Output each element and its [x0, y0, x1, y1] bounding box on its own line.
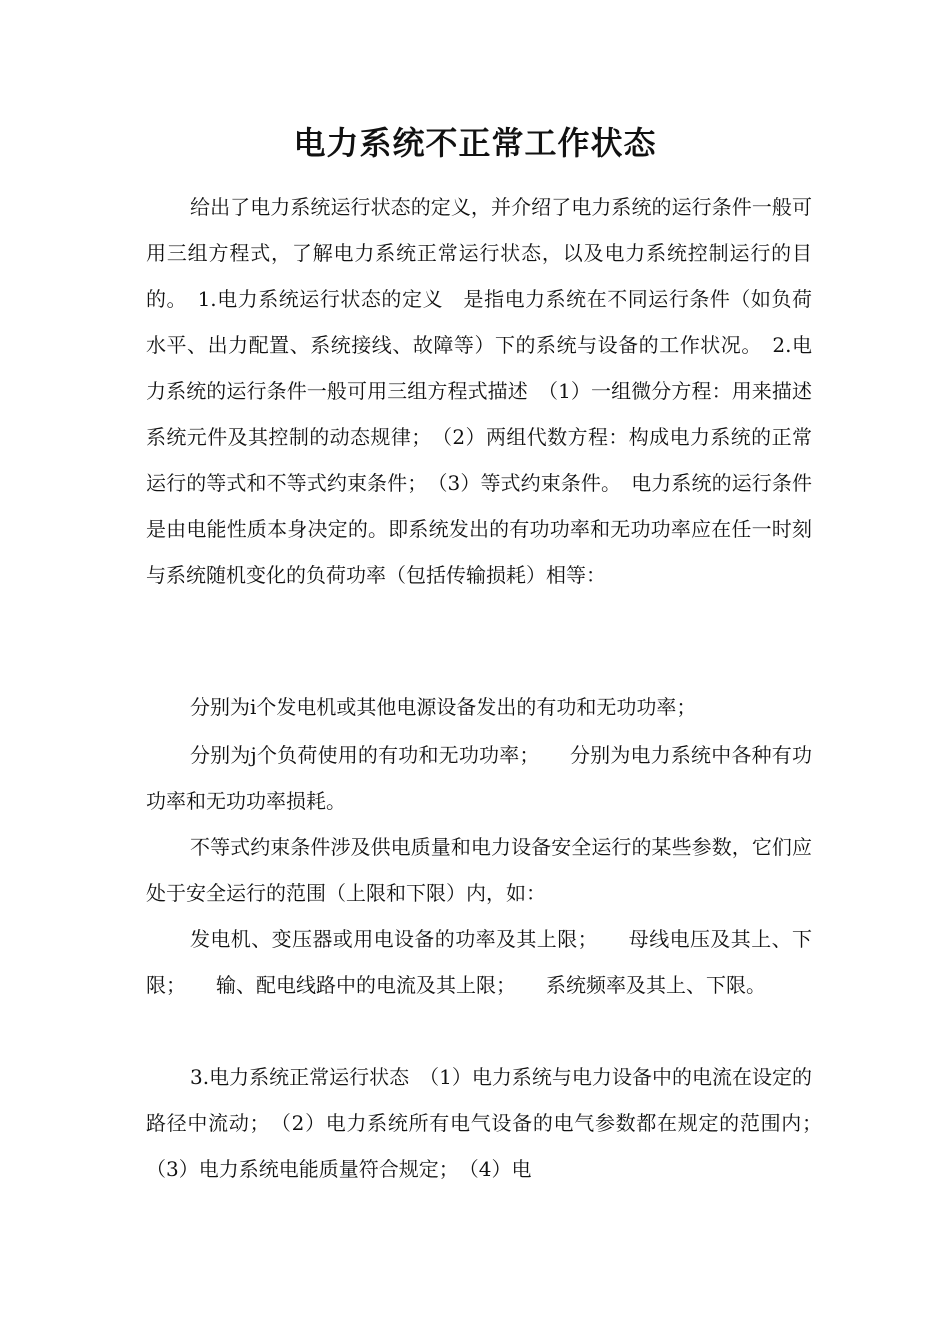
paragraph-limits-list: 发电机、变压器或用电设备的功率及其上限； 母线电压及其上、下限； 输、配电线路中的电流及其上限； 系统频率及其上、下限。 [146, 927, 812, 997]
paragraph-intro: 给出了电力系统运行状态的定义，并介绍了电力系统的运行条件一般可用三组方程式，了解电力系统正常运行状态，以及电力系统控制运行的目的。 1.电力系统运行状态的定义 是指电力系统在不同运行条件（如负荷水平、出力配置、系统接线、故障等）下的系统与设备的工作状况。 2.电力系统的运行条件一般可用三组方程式描述 （1）一组微分方程：用来描述系统元件及其控制的动态规律； （2）两组代数方程：构成电力系统的正常运行的等式和不等式约束条件； （3）等式约束条件。 电力系统的运行条件是由电能性质本身决定的。即系统发出的有功功率和无功功率应在任一时刻与系统随机变化的负荷功率（包括传输损耗）相等： [146, 195, 812, 587]
paragraph-normal-state: 3.电力系统正常运行状态 （1）电力系统与电力设备中的电流在设定的路径中流动； （2）电力系统所有电气设备的电气参数都在规定的范围内； （3）电力系统电能质量符合规定； （4）电 [146, 1065, 832, 1181]
paragraph-load-power: 分别为j个负荷使用的有功和无功功率； 分别为电力系统中各种有功功率和无功功率损耗。 [146, 743, 812, 813]
paragraph-inequality-constraints: 不等式约束条件涉及供电质量和电力设备安全运行的某些参数，它们应处于安全运行的范围（上限和下限）内，如： [146, 835, 812, 905]
paragraph-generator-power: 分别为i个发电机或其他电源设备发出的有功和无功功率； [190, 695, 697, 719]
page-title: 电力系统不正常工作状态 [293, 124, 657, 162]
